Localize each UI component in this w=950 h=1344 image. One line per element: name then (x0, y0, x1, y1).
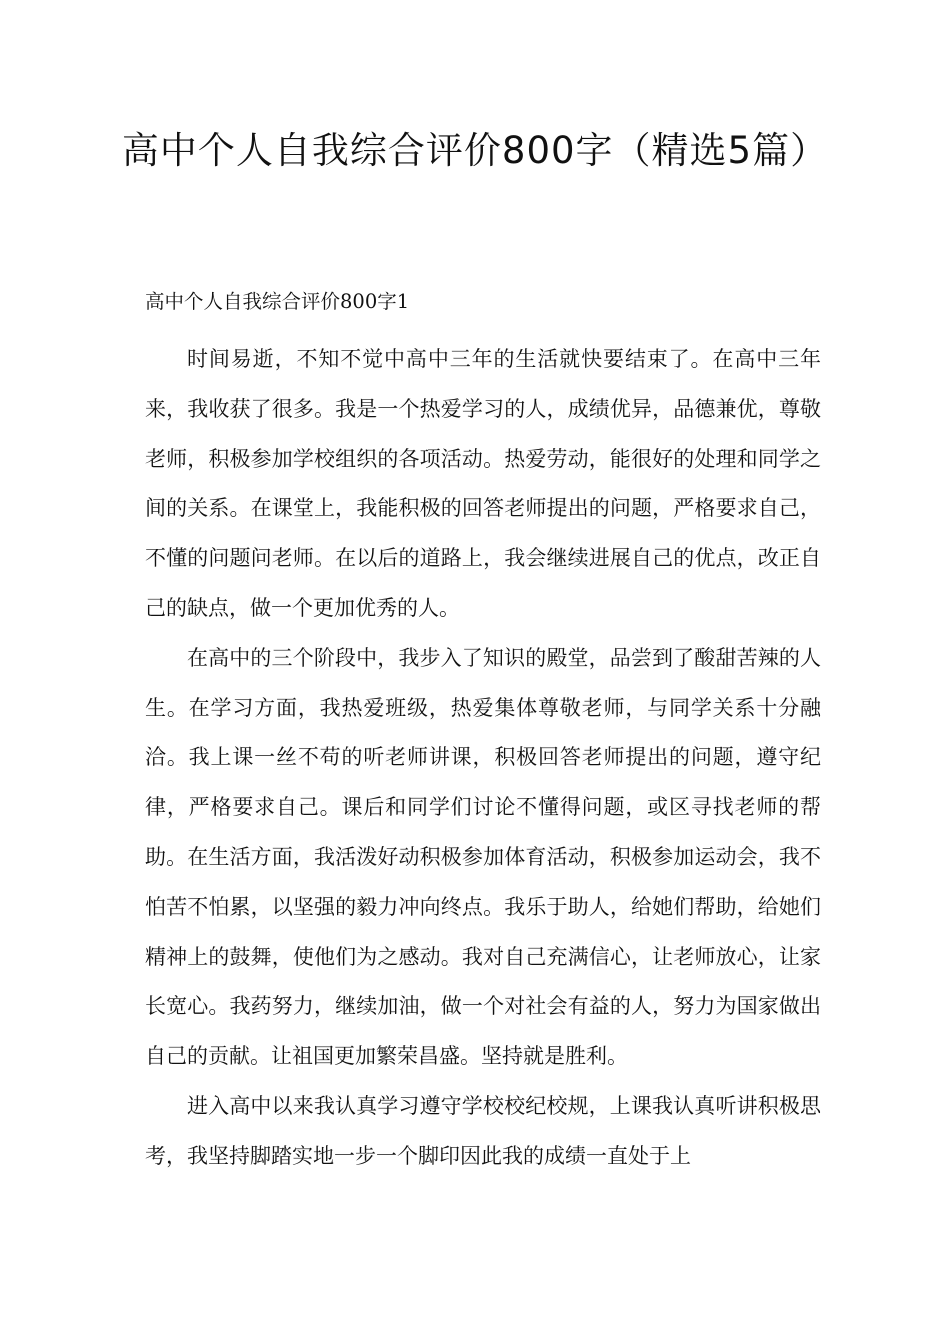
section-heading: 高中个人自我综合评价800字1 (145, 290, 410, 313)
paragraph-2: 在高中的三个阶段中，我步入了知识的殿堂，品尝到了酸甜苦辣的人生。在学习方面，我热爱班级，热爱集体尊敬老师，与同学关系十分融洽。我上课一丝不苟的听老师讲课，积极回答老师提出的问题，遵守纪律，严格要求自己。课后和同学们讨论不懂得问题，或区寻找老师的帮助。在生活方面，我活泼好动积极参加体育活动，积极参加运动会，我不怕苦不怕累，以坚强的毅力冲向终点。我乐于助人，给她们帮助，给她们精神上的鼓舞，使他们为之感动。我对自己充满信心，让老师放心，让家长宽心。我药努力，继续加油，做一个对社会有益的人，努力为国家做出自己的贡献。让祖国更加繁荣昌盛。坚持就是胜利。 (145, 645, 821, 1069)
document-body (145, 335, 821, 1182)
paragraph-1: 时间易逝，不知不觉中高中三年的生活就快要结束了。在高中三年来，我收获了很多。我是一个热爱学习的人，成绩优异，品德兼优，尊敬老师，积极参加学校组织的各项活动。热爱劳动，能很好的处理和同学之间的关系。在课堂上，我能积极的回答老师提出的问题，严格要求自己，不懂的问题问老师。在以后的道路上，我会继续进展自己的优点，改正自己的缺点，做一个更加优秀的人。 (145, 347, 821, 620)
paragraph-3: 进入高中以来我认真学习遵守学校校纪校规，上课我认真听讲积极思考，我坚持脚踏实地一步一个脚印因此我的成绩一直处于上 (145, 1093, 821, 1168)
document-title: 高中个人自我综合评价800字（精选5篇） (121, 129, 829, 172)
